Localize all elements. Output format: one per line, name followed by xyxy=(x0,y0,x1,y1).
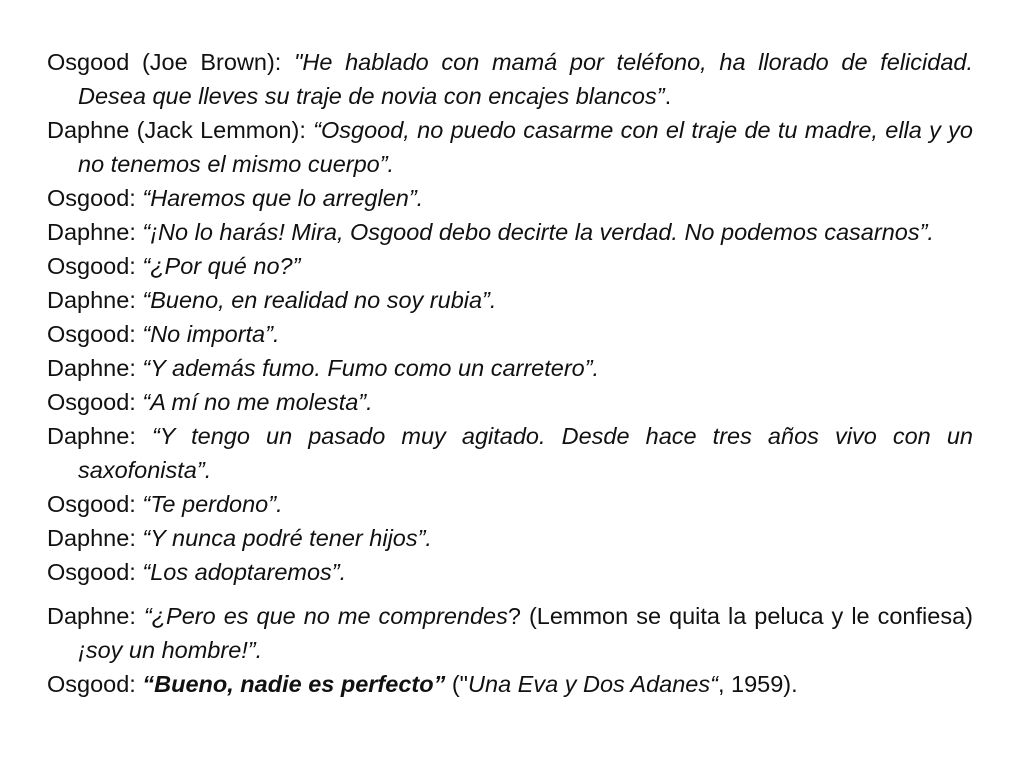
speaker-label: Daphne: xyxy=(47,423,152,449)
speaker-label: Osgood: xyxy=(47,389,143,415)
stage-direction: ? (Lemmon se quita la peluca y le confiesa) xyxy=(507,603,973,629)
speaker-label: Osgood: xyxy=(47,559,143,585)
dialogue-line xyxy=(47,351,973,385)
speaker-label: Osgood (Joe Brown): xyxy=(47,49,295,75)
speaker-label: Daphne (Jack Lemmon): xyxy=(47,117,314,143)
dialogue-line xyxy=(47,317,973,351)
dialogue-quote: “Los adoptaremos”. xyxy=(142,559,347,585)
dialogue-line xyxy=(47,113,973,181)
dialogue-quote: "He hablado con mamá por teléfono, ha llorado de felicidad. Desea que lleves su traje de novia con encajes blancos” xyxy=(78,49,973,109)
dialogue-line xyxy=(47,667,973,701)
dialogue-quote: “Osgood, no puedo casarme con el traje de tu madre, ella y yo no tenemos el mismo cuerpo”. xyxy=(78,117,974,177)
speaker-label: Daphne: xyxy=(47,603,144,629)
citation-year: , 1959). xyxy=(717,671,798,697)
dialogue-quote: “¿Por qué no?” xyxy=(142,253,301,279)
dialogue-line xyxy=(47,181,973,215)
dialogue-quote: “¡No lo harás! Mira, Osgood debo decirte la verdad. No podemos casarnos”. xyxy=(142,219,934,245)
dialogue-line xyxy=(47,599,973,667)
dialogue-quote: “Y además fumo. Fumo como un carretero”. xyxy=(142,355,600,381)
dialogue-line xyxy=(47,283,973,317)
punctuation: . xyxy=(664,83,672,109)
dialogue-quote: “¿Pero es que no me comprendes xyxy=(143,603,508,629)
dialogue-line xyxy=(47,45,973,113)
dialogue-quote: “No importa”. xyxy=(142,321,280,347)
speaker-label: Osgood: xyxy=(47,671,143,697)
dialogue-quote: “Bueno, en realidad no soy rubia”. xyxy=(142,287,497,313)
dialogue-line xyxy=(47,487,973,521)
dialogue-line xyxy=(47,385,973,419)
film-title: Una Eva y Dos Adanes“ xyxy=(468,671,718,697)
dialogue-quote: “Te perdono”. xyxy=(142,491,283,517)
dialogue-line xyxy=(47,249,973,283)
dialogue-line xyxy=(47,521,973,555)
dialogue-line xyxy=(47,215,973,249)
speaker-label: Osgood: xyxy=(47,491,143,517)
closing-quote-bold: “Bueno, nadie es perfecto” xyxy=(142,671,446,697)
dialogue-quote: “Y tengo un pasado muy agitado. Desde hace tres años vivo con un saxofonista”. xyxy=(78,423,973,483)
speaker-label: Osgood: xyxy=(47,185,143,211)
dialogue-quote: “Y nunca podré tener hijos”. xyxy=(142,525,432,551)
dialogue-quote-confession: ¡soy un hombre!”. xyxy=(78,637,263,663)
speaker-label: Osgood: xyxy=(47,253,143,279)
dialogue-quote: “A mí no me molesta”. xyxy=(142,389,373,415)
speaker-label: Daphne: xyxy=(47,355,143,381)
dialogue-line xyxy=(47,419,973,487)
dialogue-quote: “Haremos que lo arreglen”. xyxy=(142,185,424,211)
speaker-label: Daphne: xyxy=(47,287,143,313)
dialogue-line xyxy=(47,555,973,589)
slide-text-body xyxy=(47,45,973,701)
speaker-label: Osgood: xyxy=(47,321,143,347)
speaker-label: Daphne: xyxy=(47,219,143,245)
speaker-label: Daphne: xyxy=(47,525,143,551)
citation-open: (" xyxy=(445,671,469,697)
